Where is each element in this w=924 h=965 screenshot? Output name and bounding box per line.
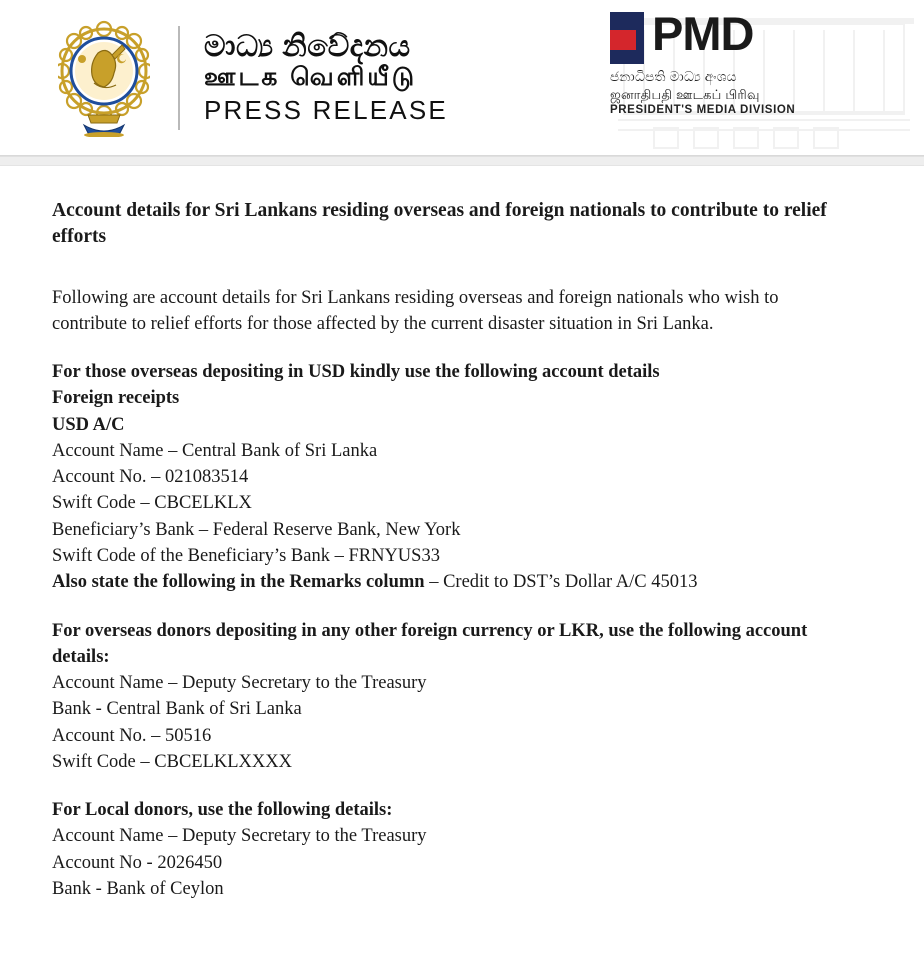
section-local-donors: [52, 797, 862, 902]
usd-remarks-label: Also state the following in the Remarks column: [52, 572, 425, 593]
usd-heading: For those overseas depositing in USD kindly use the following account details: [52, 362, 660, 383]
usd-remarks-value: – Credit to DST’s Dollar A/C 45013: [424, 572, 698, 593]
header-divider: [178, 26, 180, 130]
title-tamil: ஊடக வெளியீடு: [204, 63, 418, 92]
usd-beneficiary-bank: Beneficiary’s Bank – Federal Reserve Bank, New York: [52, 519, 461, 540]
local-account-name: Account Name – Deputy Secretary to the Treasury: [52, 826, 427, 847]
title-english: PRESS RELEASE: [204, 94, 448, 125]
pmd-wordmark: PMD: [652, 7, 754, 60]
usd-beneficiary-swift: Swift Code of the Beneficiary’s Bank – FRNYUS33: [52, 546, 440, 567]
header-bottom-rule: [0, 156, 924, 166]
usd-account-type: USD A/C: [52, 414, 125, 435]
pmd-logo-block: [610, 7, 860, 118]
press-release-title-block: [204, 31, 448, 124]
usd-account-no: Account No. – 021083514: [52, 467, 249, 488]
other-currency-account-no: Account No. – 50516: [52, 725, 212, 746]
section-usd: [52, 359, 862, 595]
other-currency-swift-code: Swift Code – CBCELKLXXXX: [52, 751, 292, 772]
pmd-sinhala-label: ජනාධිපති මාධ්‍ය අංශය: [610, 69, 737, 84]
press-release-header: [0, 0, 924, 156]
pmd-tamil-label: ஜனாதிபதி ஊடகப் பிரிவு: [610, 86, 760, 102]
pmd-flag-mark-icon: [610, 12, 644, 64]
other-currency-account-name: Account Name – Deputy Secretary to the Treasury: [52, 673, 427, 694]
usd-remarks: [52, 569, 862, 595]
usd-swift-code: Swift Code – CBCELKLX: [52, 493, 252, 514]
local-bank: Bank - Bank of Ceylon: [52, 878, 224, 899]
local-account-no: Account No - 2026450: [52, 852, 223, 873]
section-other-currency: [52, 618, 862, 776]
intro-paragraph: Following are account details for Sri Lankans residing overseas and foreign nationals who wish to contribute to relief efforts for those affected by the current disaster situation in Sri Lanka.: [52, 287, 779, 334]
document-body: [0, 166, 924, 902]
local-heading: For Local donors, use the following details:: [52, 800, 393, 821]
page-title: Account details for Sri Lankans residing overseas and foreign nationals to contribute to relief efforts: [52, 200, 827, 248]
pmd-english-label: PRESIDENT'S MEDIA DIVISION: [610, 103, 796, 116]
other-currency-bank: Bank - Central Bank of Sri Lanka: [52, 699, 302, 720]
usd-subheading: Foreign receipts: [52, 388, 180, 409]
usd-account-name: Account Name – Central Bank of Sri Lanka: [52, 440, 378, 461]
other-currency-heading: For overseas donors depositing in any other foreign currency or LKR, use the following account details:: [52, 620, 808, 667]
sri-lanka-national-emblem-icon: [58, 19, 150, 137]
title-sinhala: මාධ්‍ය නිවේදනය: [204, 29, 411, 63]
